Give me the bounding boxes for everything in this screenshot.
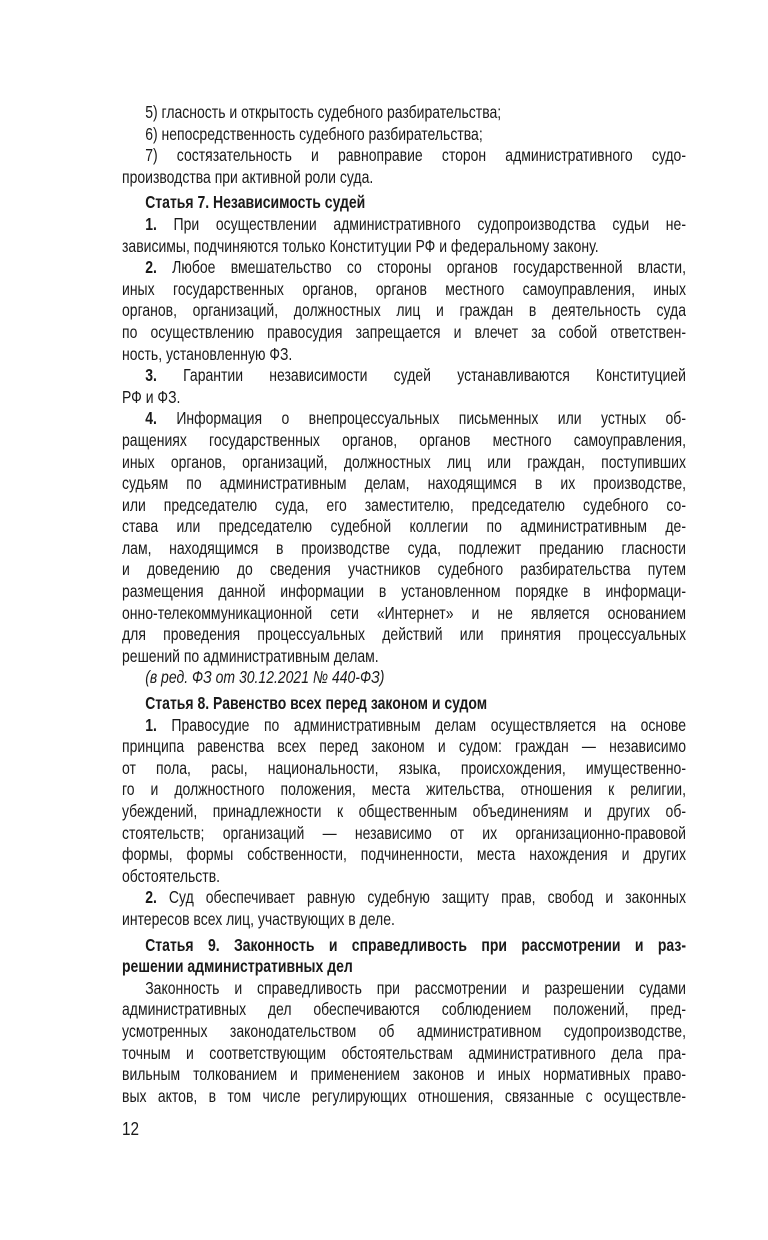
text-line bbox=[122, 1064, 686, 1086]
text-line bbox=[122, 365, 686, 387]
text-line bbox=[122, 387, 686, 409]
line-text: иных государственных органов, органов местного самоуправления, иных bbox=[122, 278, 686, 299]
text-line bbox=[122, 430, 686, 452]
line-text: размещения данной информации в установленном порядке в информаци- bbox=[122, 581, 686, 602]
line-text: зависимы, подчиняются только Конституции РФ и федеральному закону. bbox=[122, 235, 599, 256]
text-line bbox=[122, 1086, 686, 1108]
paragraph bbox=[122, 257, 686, 365]
text-line bbox=[122, 473, 686, 495]
text-line bbox=[122, 844, 686, 866]
line-text: онно-телекоммуникационной сети «Интернет» и не является основанием bbox=[122, 602, 686, 623]
text-line bbox=[122, 935, 686, 957]
line-text: Статья 8. Равенство всех перед законом и судом bbox=[145, 693, 488, 714]
article-heading bbox=[122, 192, 686, 214]
text-line bbox=[122, 344, 686, 366]
line-text: судьям по административным делам, находящимся в их производстве, bbox=[122, 473, 686, 494]
line-text: Статья 9. Законность и справедливость при рассмотрении и раз- bbox=[145, 934, 686, 955]
point-number: 4. bbox=[145, 408, 157, 429]
line-text: 6) непосредственность судебного разбирательства; bbox=[145, 123, 483, 144]
text-line bbox=[122, 693, 686, 715]
line-text: лам, находящимся в производстве суда, подлежит преданию гласности bbox=[122, 537, 686, 558]
text-line bbox=[122, 214, 686, 236]
text-line bbox=[122, 603, 686, 625]
document-page bbox=[122, 102, 686, 1107]
text-line bbox=[122, 257, 686, 279]
paragraph bbox=[122, 408, 686, 667]
line-text: стоятельств; организаций — независимо от их организационно-правовой bbox=[122, 822, 686, 843]
line-text: Информация о внепроцессуальных письменных или устных об- bbox=[176, 408, 686, 429]
text-line bbox=[122, 715, 686, 737]
line-text: При осуществлении административного судопроизводства судьи не- bbox=[173, 213, 686, 234]
paragraph bbox=[122, 145, 686, 188]
text-line bbox=[122, 538, 686, 560]
point-number: 1. bbox=[145, 714, 157, 735]
text-line bbox=[122, 978, 686, 1000]
line-text: формы, формы собственности, подчиненности, места нахождения и других bbox=[122, 844, 686, 865]
revision-note bbox=[122, 667, 686, 689]
text-line bbox=[122, 758, 686, 780]
line-text: вильным толкованием и применением законов и иных нормативных право- bbox=[122, 1064, 686, 1085]
text-line bbox=[122, 322, 686, 344]
line-text: става или председателю судебной коллегии по административным де- bbox=[122, 516, 686, 537]
line-text: административных дел обеспечиваются соблюдением положений, пред- bbox=[122, 999, 686, 1020]
text-line bbox=[122, 909, 686, 931]
text-line bbox=[122, 279, 686, 301]
text-line bbox=[122, 956, 686, 978]
paragraph bbox=[122, 715, 686, 888]
text-line bbox=[122, 559, 686, 581]
line-text: или председателю суда, его заместителю, председателю судебного со- bbox=[122, 494, 686, 515]
text-line bbox=[122, 866, 686, 888]
line-text: иных органов, организаций, должностных лиц или граждан, поступивших bbox=[122, 451, 686, 472]
text-line bbox=[122, 1021, 686, 1043]
line-text: интересов всех лиц, участвующих в деле. bbox=[122, 908, 395, 929]
paragraph bbox=[122, 124, 686, 146]
text-line bbox=[122, 667, 686, 689]
text-line bbox=[122, 300, 686, 322]
paragraph bbox=[122, 102, 686, 124]
point-number: 3. bbox=[145, 365, 157, 386]
line-text: органов, организаций, должностных лиц и граждан в деятельность суда bbox=[122, 300, 686, 321]
text-line bbox=[122, 581, 686, 603]
article-heading bbox=[122, 935, 686, 978]
text-line bbox=[122, 801, 686, 823]
text-line bbox=[122, 823, 686, 845]
paragraph bbox=[122, 887, 686, 930]
line-text: обстоятельств. bbox=[122, 865, 221, 886]
text-line bbox=[122, 452, 686, 474]
line-text: решений по административным делам. bbox=[122, 645, 379, 666]
article-heading bbox=[122, 693, 686, 715]
line-text: усмотренных законодательством об административном судопроизводстве, bbox=[122, 1020, 686, 1041]
line-text: убеждений, принадлежности к общественным объединениям и других об- bbox=[122, 801, 686, 821]
line-text: Любое вмешательство со стороны органов государственной власти, bbox=[172, 257, 686, 278]
line-text: Правосудие по административным делам осуществляется на основе bbox=[171, 714, 686, 735]
text-line bbox=[122, 1043, 686, 1065]
paragraph bbox=[122, 214, 686, 257]
text-line bbox=[122, 408, 686, 430]
text-line bbox=[122, 495, 686, 517]
text-line bbox=[122, 646, 686, 668]
line-text: ращениях государственных органов, органов местного самоуправления, bbox=[122, 429, 686, 450]
text-line bbox=[122, 736, 686, 758]
point-number: 1. bbox=[145, 213, 157, 234]
text-line bbox=[122, 145, 686, 167]
line-text: от пола, расы, национальности, языка, происхождения, имущественно- bbox=[122, 757, 686, 778]
line-text: Законность и справедливость при рассмотрении и разрешении судами bbox=[145, 977, 686, 998]
line-text: точным и соответствующим обстоятельствам административного дела пра- bbox=[122, 1042, 686, 1063]
text-line bbox=[122, 124, 686, 146]
line-text: по осуществлению правосудия запрещается и влечет за собой ответствен- bbox=[122, 321, 686, 342]
text-line bbox=[122, 192, 686, 214]
text-line bbox=[122, 624, 686, 646]
line-text: Суд обеспечивает равную судебную защиту прав, свобод и законных bbox=[168, 887, 686, 908]
text-line bbox=[122, 887, 686, 909]
text-line bbox=[122, 779, 686, 801]
line-text: Статья 7. Независимость судей bbox=[145, 192, 366, 213]
line-text: 5) гласность и открытость судебного разбирательства; bbox=[145, 102, 502, 122]
line-text: для проведения процессуальных действий или принятия процессуальных bbox=[122, 624, 686, 645]
text-line bbox=[122, 167, 686, 189]
point-number: 2. bbox=[145, 887, 157, 908]
line-text: принципа равенства всех перед законом и судом: граждан — независимо bbox=[122, 736, 686, 757]
text-line bbox=[122, 102, 686, 124]
line-text: (в ред. ФЗ от 30.12.2021 № 440-ФЗ) bbox=[145, 667, 385, 688]
point-number: 2. bbox=[145, 257, 157, 278]
text-line bbox=[122, 999, 686, 1021]
line-text: ность, установленную ФЗ. bbox=[122, 343, 293, 364]
text-line bbox=[122, 236, 686, 258]
line-text: 7) состязательность и равноправие сторон административного судо- bbox=[145, 145, 686, 166]
page-number: 12 bbox=[122, 1119, 140, 1139]
line-text: решении административных дел bbox=[122, 956, 353, 977]
line-text: го и должностного положения, места жительства, отношения к религии, bbox=[122, 779, 686, 800]
line-text: вых актов, в том числе регулирующих отношения, связанные с осуществле- bbox=[122, 1085, 686, 1106]
line-text: РФ и ФЗ. bbox=[122, 386, 181, 407]
text-line bbox=[122, 516, 686, 538]
line-text: производства при активной роли суда. bbox=[122, 166, 374, 187]
paragraph bbox=[122, 978, 686, 1108]
line-text: и доведению до сведения участников судебного разбирательства путем bbox=[122, 559, 686, 580]
paragraph bbox=[122, 365, 686, 408]
line-text: Гарантии независимости судей устанавливаются Конституцией bbox=[183, 365, 686, 386]
